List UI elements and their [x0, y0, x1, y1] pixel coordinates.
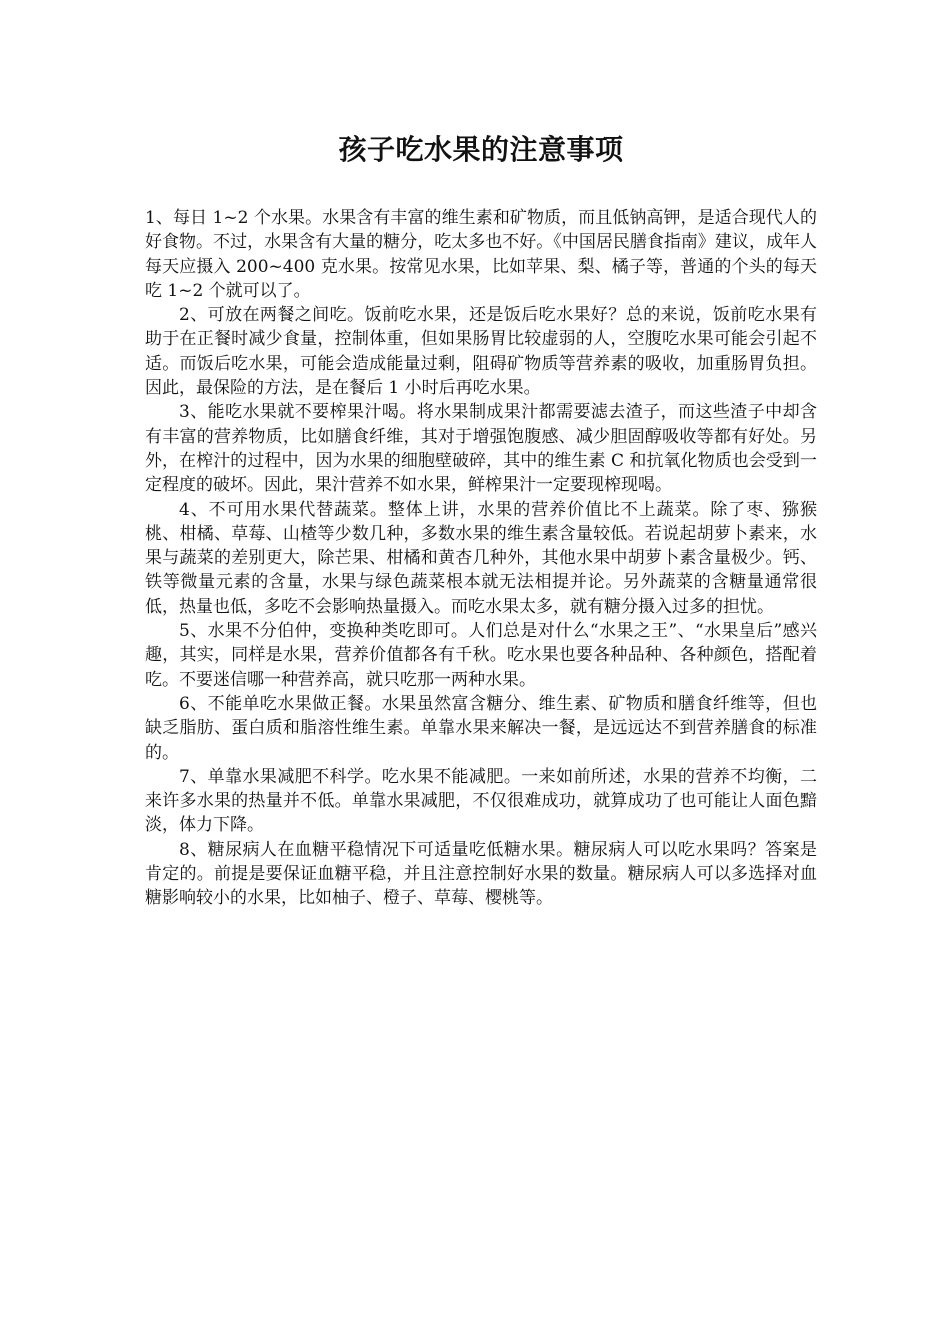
paragraph-3: 3、能吃水果就不要榨果汁喝。将水果制成果汁都需要滤去渣子，而这些渣子中却含有丰富的营养物质，比如膳食纤维，其对于增强饱腹感、减少胆固醇吸收等都有好处。另外，在榨汁的过程中，因为水果的细胞壁破碎，其中的维生素 C 和抗氧化物质也会受到一定程度的破坏。因此，果汁营养不如水果，鲜榨果汁一定要现榨现喝。	[145, 402, 817, 496]
paragraph-8: 8、糖尿病人在血糖平稳情况下可适量吃低糖水果。糖尿病人可以吃水果吗？答案是肯定的。前提是要保证血糖平稳，并且注意控制好水果的数量。糖尿病人可以多选择对血糖影响较小的水果，比如柚子、橙子、草莓、樱桃等。	[145, 839, 817, 909]
paragraph-2: 2、可放在两餐之间吃。饭前吃水果，还是饭后吃水果好？总的来说，饭前吃水果有助于在正餐时减少食量，控制体重，但如果肠胃比较虚弱的人，空腹吃水果可能会引起不适。而饭后吃水果，可能会造成能量过剩，阻碍矿物质等营养素的吸收，加重肠胃负担。因此，最保险的方法，是在餐后 1 小时后再吃水果。	[145, 305, 817, 399]
document-title: 孩子吃水果的注意事项	[338, 133, 624, 166]
paragraph-4: 4、不可用水果代替蔬菜。整体上讲，水果的营养价值比不上蔬菜。除了枣、猕猴桃、柑橘、草莓、山楂等少数几种，多数水果的维生素含量较低。若说起胡萝卜素来，水果与蔬菜的差别更大，除芒果、柑橘和黄杏几种外，其他水果中胡萝卜素含量极少。钙、铁等微量元素的含量，水果与绿色蔬菜根本就无法相提并论。另外蔬菜的含糖量通常很低，热量也低，多吃不会影响热量摄入。而吃水果太多，就有糖分摄入过多的担忧。	[145, 499, 817, 617]
paragraph-1: 1、每日 1~2 个水果。水果含有丰富的维生素和矿物质，而且低钠高钾，是适合现代人的好食物。不过，水果含有大量的糖分，吃太多也不好。《中国居民膳食指南》建议，成年人每天应摄入 200~400 克水果。按常见水果，比如苹果、梨、橘子等，普通的个头的每天吃 1~2 个就可以了。	[145, 208, 817, 301]
paragraph-6: 6、不能单吃水果做正餐。水果虽然富含糖分、维生素、矿物质和膳食纤维等，但也缺乏脂肪、蛋白质和脂溶性维生素。单靠水果来解决一餐，是远远达不到营养膳食的标准的。	[145, 693, 817, 763]
paragraph-7: 7、单靠水果减肥不科学。吃水果不能减肥。一来如前所述，水果的营养不均衡，二来许多水果的热量并不低。单靠水果减肥，不仅很难成功，就算成功了也可能让人面色黯淡，体力下降。	[145, 766, 817, 836]
document-page	[145, 128, 817, 911]
paragraph-5: 5、水果不分伯仲，变换种类吃即可。人们总是对什么“水果之王”、“水果皇后”感兴趣，其实，同样是水果，营养价值都各有千秋。吃水果也要各种品种、各种颜色，搭配着吃。不要迷信哪一种营养高，就只吃那一两种水果。	[145, 621, 817, 690]
